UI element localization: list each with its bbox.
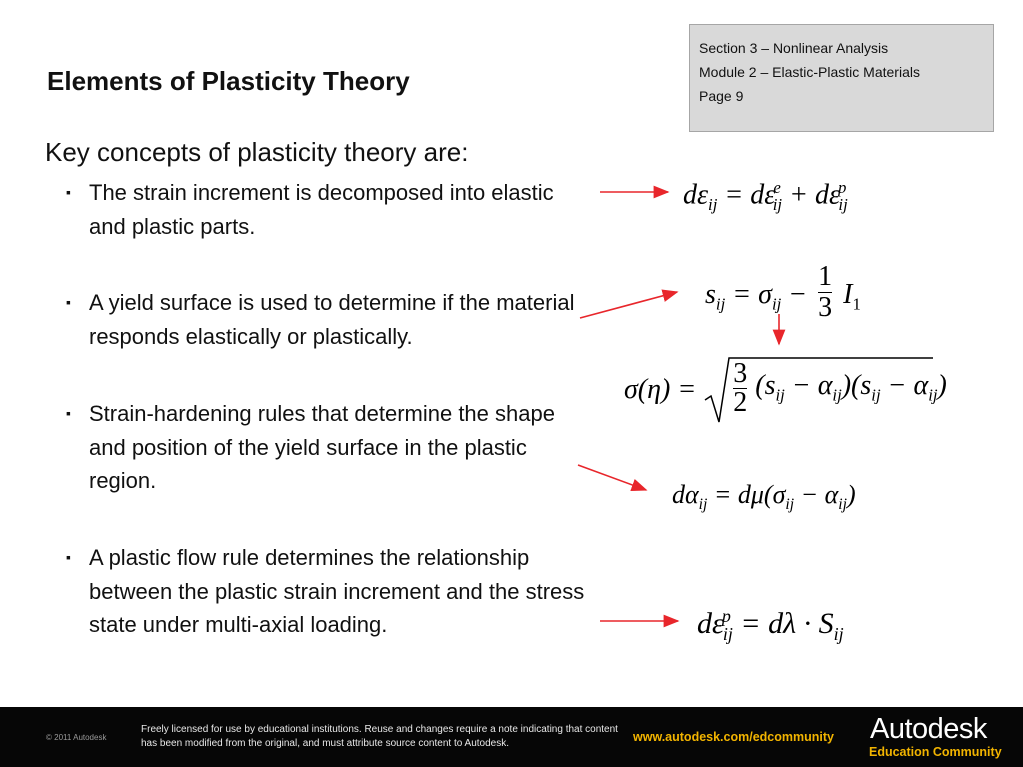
copyright-text: © 2011 Autodesk — [46, 733, 107, 742]
slide-title: Elements of Plasticity Theory — [47, 66, 410, 96]
strain-decomposition-equation: $d\varepsilon_{ij} = d\varepsilon^e_{ij} + d\varepsilon^p_{ij}$ — [683, 178, 848, 214]
flow-rule-equation: $d\varepsilon^p_{ij} = d\lambda \cdot S_{ij}$ — [697, 606, 844, 644]
intro-text: Key concepts of plasticity theory are: — [45, 137, 469, 167]
yield-function-equation: σ(η) = 3 2 $(s_{ij} - \alpha_{ij})(s_{ij} - \alpha_{ij})$ — [624, 356, 933, 422]
bullet-text: The strain increment is decomposed into elastic and plastic parts. — [89, 180, 554, 239]
hardening-rule-equation: $d\alpha_{ij} = d\mu(\sigma_{ij} - \alpha_{ij})$ — [672, 480, 856, 514]
education-community-label: Education Community — [869, 745, 1002, 759]
bullet-text: A yield surface is used to determine if the material responds elastically or plastically. — [89, 290, 575, 349]
footer-bar — [0, 707, 1023, 767]
section-label: Section 3 – Nonlinear Analysis — [699, 40, 889, 56]
page-label: Page 9 — [699, 88, 744, 104]
arrow-icon — [580, 292, 677, 318]
bullet-marker: ▪ — [66, 405, 71, 421]
bullet-marker: ▪ — [66, 294, 71, 310]
community-link[interactable]: www.autodesk.com/edcommunity — [633, 730, 834, 744]
bullet-marker: ▪ — [66, 184, 71, 200]
arrow-icon — [578, 465, 646, 490]
license-text: Freely licensed for use by educational institutions. Reuse and changes require a note indicating that content has been modified from the original, and must attribute source content to Autodesk. — [141, 724, 618, 749]
bullet-text: Strain-hardening rules that determine the shape and position of the yield surface in the plastic region. — [89, 401, 555, 493]
bullet-text: A plastic flow rule determines the relationship between the plastic strain increment and the stress state under multi-axial loading. — [89, 545, 585, 637]
module-label: Module 2 – Elastic-Plastic Materials — [699, 64, 920, 80]
bullet-marker: ▪ — [66, 549, 71, 565]
autodesk-logo: Autodesk — [870, 713, 987, 745]
deviatoric-stress-equation: $s_{ij} = \sigma_{ij}$ − $\frac{1}{3}$ $I_1$ — [705, 261, 861, 323]
